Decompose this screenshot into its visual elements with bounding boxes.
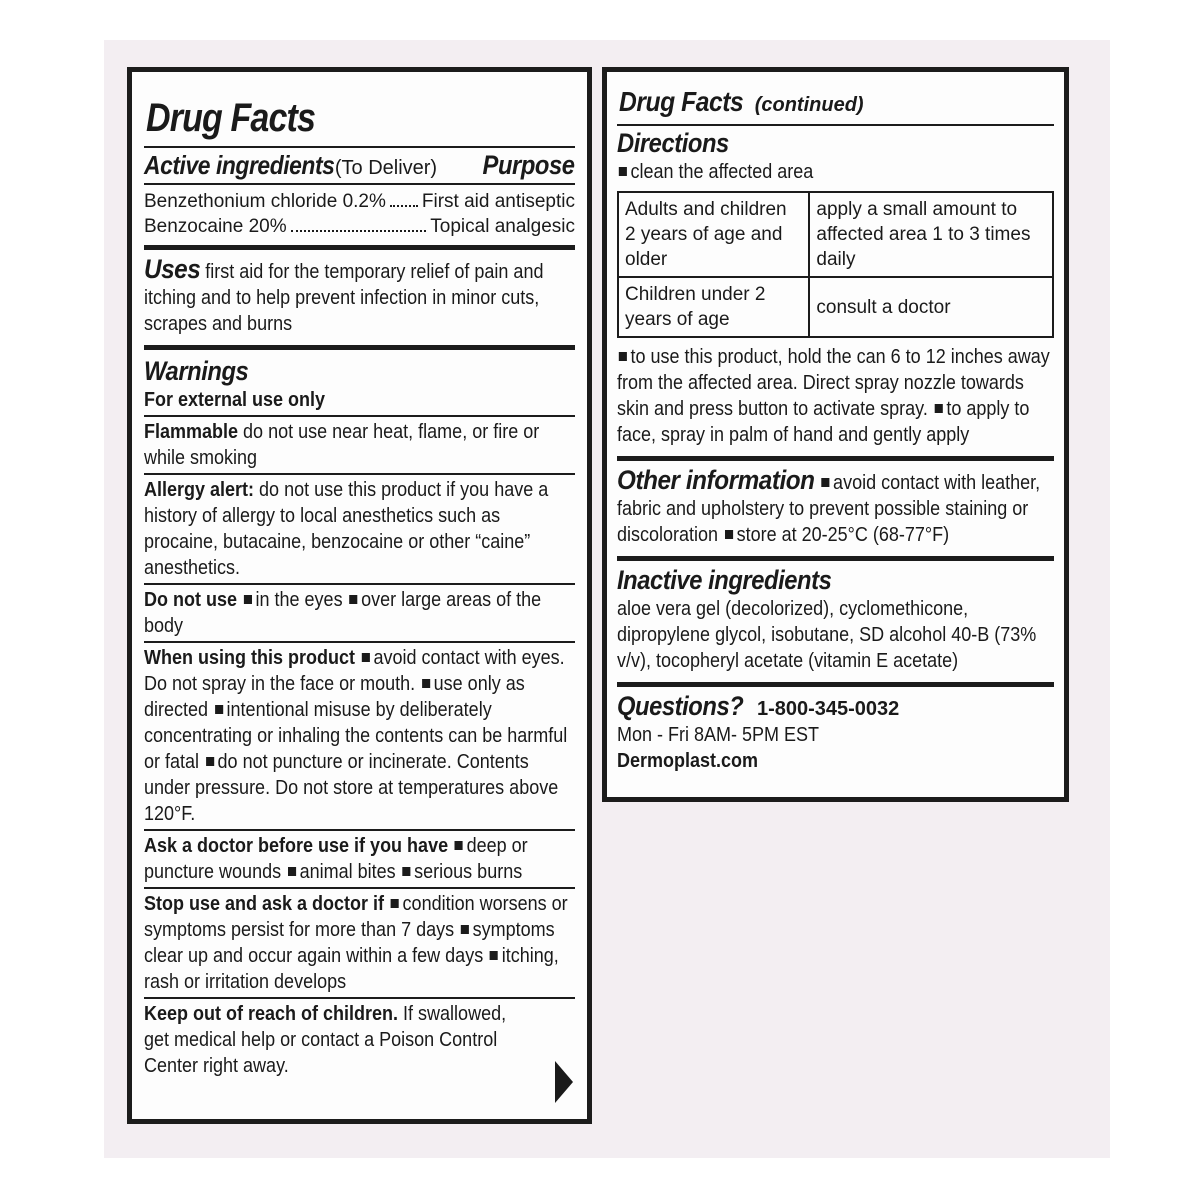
ingredient-name: Benzethonium chloride 0.2% bbox=[144, 191, 386, 212]
do-not-use bbox=[144, 585, 575, 641]
stop-use-item: symptoms clear up and occur again within a few days bbox=[144, 919, 555, 967]
inactive-ingredients-text: aloe vera gel (decolorized), cyclomethicone, dipropylene glycol, isobutane, SD alcohol 40-B (73% v/v), tocopheryl acetate (vitamin E acetate) bbox=[617, 598, 1037, 672]
active-ingredients-heading: Active ingredients bbox=[144, 150, 335, 180]
active-ingredients-section bbox=[144, 148, 575, 239]
ask-doctor bbox=[144, 831, 575, 887]
ask-doctor-item: animal bites bbox=[299, 861, 396, 883]
when-using-label: When using this product bbox=[144, 647, 355, 669]
table-cell-who: Adults and children 2 years of age and older bbox=[618, 192, 809, 277]
stop-use bbox=[144, 889, 575, 997]
inactive-ingredients-section bbox=[617, 561, 1054, 682]
bullet-icon bbox=[821, 478, 829, 487]
keep-out-of-reach bbox=[144, 999, 559, 1079]
ingredient-name: Benzocaine 20% bbox=[144, 216, 287, 237]
questions-phone: 1-800-345-0032 bbox=[756, 698, 900, 720]
questions-section bbox=[617, 687, 1054, 774]
bullet-icon bbox=[461, 925, 469, 934]
allergy-alert bbox=[144, 475, 575, 583]
keep-out-text: If swallowed, get medical help or contact a Poison Control Center right away. bbox=[144, 1003, 507, 1077]
ask-doctor-item: serious burns bbox=[414, 861, 523, 883]
active-ingredients-note: (To Deliver) bbox=[334, 157, 438, 179]
bullet-icon bbox=[362, 653, 370, 662]
bullet-icon bbox=[288, 867, 296, 876]
other-information-heading: Other information bbox=[617, 465, 815, 495]
bullet-icon bbox=[391, 899, 399, 908]
when-using bbox=[144, 643, 575, 829]
table-cell-what: consult a doctor bbox=[809, 277, 1053, 337]
uses-heading: Uses bbox=[144, 254, 201, 284]
other-info-item: store at 20-25°C (68-77°F) bbox=[736, 524, 950, 546]
purpose-heading: Purpose bbox=[483, 150, 575, 180]
bullet-icon bbox=[215, 705, 223, 714]
dot-leader bbox=[390, 205, 418, 207]
ask-doctor-label: Ask a doctor before use if you have bbox=[144, 835, 449, 857]
inactive-ingredients-heading: Inactive ingredients bbox=[617, 565, 832, 595]
questions-website: Dermoplast.com bbox=[617, 750, 759, 772]
other-info-item: avoid contact with leather, fabric and upholstery to prevent possible staining or discoloration bbox=[617, 472, 1041, 546]
uses-section bbox=[144, 250, 575, 345]
table-row bbox=[618, 192, 1053, 277]
ask-doctor-item: deep or puncture wounds bbox=[144, 835, 528, 883]
uses-text: first aid for the temporary relief of pain and itching and to help prevent infection in minor cuts, scrapes and burns bbox=[144, 261, 544, 335]
questions-hours: Mon - Fri 8AM- 5PM EST bbox=[617, 724, 820, 746]
bullet-icon bbox=[490, 951, 498, 960]
directions-table bbox=[617, 191, 1054, 338]
flammable-label: Flammable bbox=[144, 421, 239, 443]
do-not-use-item: in the eyes bbox=[255, 589, 343, 611]
drug-facts-title: Drug Facts bbox=[146, 96, 316, 140]
when-using-item: intentional misuse by deliberately concentrating or inhaling the contents can be harmful or fatal bbox=[144, 699, 568, 773]
flammable-text: do not use near heat, flame, or fire or while smoking bbox=[144, 421, 540, 469]
stop-use-item: condition worsens or symptoms persist for more than 7 days bbox=[144, 893, 568, 941]
when-using-item: use only as directed bbox=[144, 673, 525, 721]
when-using-item: avoid contact with eyes. Do not spray in the face or mouth. bbox=[144, 647, 565, 695]
flammable-warning bbox=[144, 417, 575, 473]
bullet-icon bbox=[455, 841, 463, 850]
directions-section bbox=[617, 126, 1054, 456]
divider bbox=[144, 183, 575, 185]
drug-facts-panel-right bbox=[602, 67, 1069, 802]
table-cell-who: Children under 2 years of age bbox=[618, 277, 809, 337]
ingredient-purpose: First aid antiseptic bbox=[421, 191, 575, 212]
keep-out-label: Keep out of reach of children. bbox=[144, 1003, 399, 1025]
directions-item: to apply to face, spray in palm of hand and gently apply bbox=[617, 398, 1030, 446]
continue-arrow-icon bbox=[555, 1061, 573, 1103]
drug-facts-panel-left bbox=[127, 67, 592, 1124]
bullet-icon bbox=[349, 595, 357, 604]
drug-facts-continued-title: Drug Facts bbox=[619, 86, 744, 117]
table-cell-what: apply a small amount to affected area 1 to 3 times daily bbox=[809, 192, 1053, 277]
active-row bbox=[144, 214, 575, 239]
active-row bbox=[144, 189, 575, 214]
external-use-text: For external use only bbox=[144, 389, 326, 411]
warnings-heading: Warnings bbox=[144, 356, 249, 386]
bullet-icon bbox=[619, 352, 627, 361]
table-row bbox=[618, 277, 1053, 337]
directions-intro: clean the affected area bbox=[630, 161, 814, 183]
when-using-item: do not puncture or incinerate. Contents under pressure. Do not store at temperatures above 120°F. bbox=[144, 751, 559, 825]
do-not-use-item: over large areas of the body bbox=[144, 589, 542, 637]
directions-heading: Directions bbox=[617, 128, 729, 158]
bullet-icon bbox=[935, 404, 943, 413]
continued-note: (continued) bbox=[754, 94, 864, 116]
stop-use-item: itching, rash or irritation develops bbox=[144, 945, 559, 993]
questions-heading: Questions? bbox=[617, 691, 744, 721]
dot-leader bbox=[291, 230, 427, 232]
bullet-icon bbox=[422, 679, 430, 688]
bullet-icon bbox=[619, 167, 627, 176]
allergy-text: do not use this product if you have a history of allergy to local anesthetics such as procaine, butacaine, benzocaine or other “caine” anesthetics. bbox=[144, 479, 549, 579]
bullet-icon bbox=[402, 867, 410, 876]
bullet-icon bbox=[206, 757, 214, 766]
directions-details bbox=[617, 338, 1054, 456]
bullet-icon bbox=[244, 595, 252, 604]
directions-item: to use this product, hold the can 6 to 12 inches away from the affected area. Direct spray nozzle towards skin and press button to activate spray. bbox=[617, 346, 1050, 420]
other-information-section bbox=[617, 461, 1054, 556]
do-not-use-label: Do not use bbox=[144, 589, 238, 611]
stop-use-label: Stop use and ask a doctor if bbox=[144, 893, 385, 915]
ingredient-purpose: Topical analgesic bbox=[430, 216, 575, 237]
warnings-section bbox=[144, 350, 575, 1079]
bullet-icon bbox=[725, 530, 733, 539]
allergy-label: Allergy alert: bbox=[144, 479, 255, 501]
